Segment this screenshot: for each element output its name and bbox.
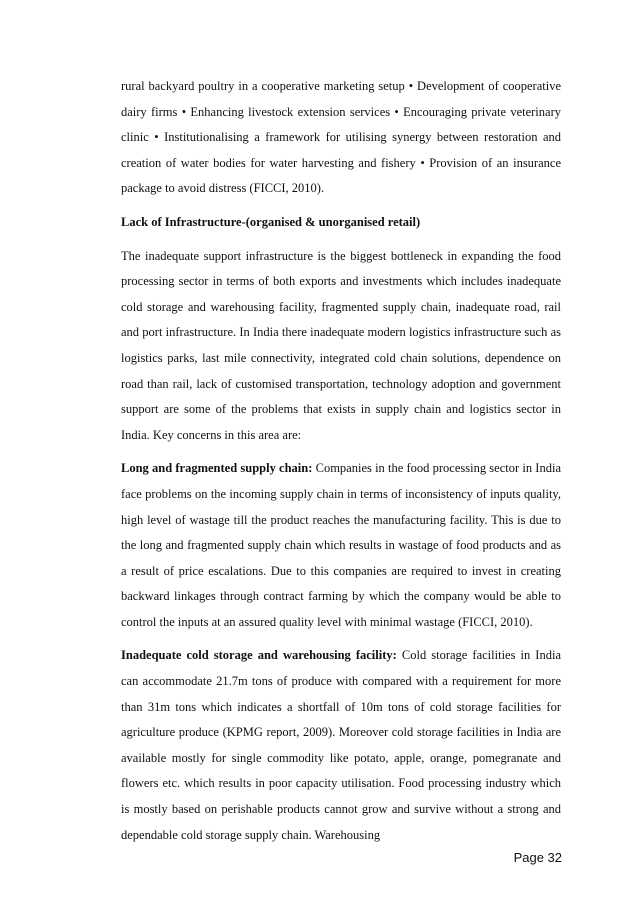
supply-chain-label: Long and fragmented supply chain: bbox=[121, 461, 313, 476]
paragraph-infrastructure-bottleneck: The inadequate support infrastructure is the biggest bottleneck in expanding the food processing sector in terms of both exports and investments which includes inadequate cold storage and warehousing facility, fragmented supply chain, inadequate road, rail and port infrastructure. In India there inadequate modern logistics infrastructure such as logistics parks, last mile connectivity, integrated cold chain solutions, dependence on road than rail, lack of customised transportation, technology adoption and government support are some of the problems that exists in supply chain and logistics sector in India. Key concerns in this area are: bbox=[121, 248, 561, 442]
paragraph-cold-storage bbox=[121, 643, 561, 848]
supply-chain-text: Companies in the food processing sector in India face problems on the incoming supply chain in terms of inconsistency of inputs quality, high level of wastage till the product reaches the manufacturing facility. This is due to the long and fragmented supply chain which results in wastage of food products and as a result of price escalations. Due to this companies are required to invest in creating backward linkages through contract farming by which the company would be able to control the inputs at an assured quality level with minimal wastage (FICCI, 2010). bbox=[121, 461, 561, 629]
cold-storage-text: Cold storage facilities in India can accommodate 21.7m tons of produce with compared with a requirement for more than 31m tons which indicates a shortfall of 10m tons of cold storage facilities for agriculture produce (KPMG report, 2009). Moreover cold storage facilities in India are available mostly for single commodity like potato, apple, orange, pomegranate and flowers etc. which results in poor capacity utilisation. Food processing industry which is mostly based on perishable products cannot grow and survive without a strong and dependable cold storage supply chain. Warehousing bbox=[121, 648, 561, 842]
body-text bbox=[121, 74, 561, 856]
paragraph-livestock-measures: rural backyard poultry in a cooperative marketing setup • Development of cooperative dairy firms • Enhancing livestock extension services • Encouraging private veterinary clinic • Institutionalising a framework for utilising synergy between restoration and creation of water bodies for water harvesting and fishery • Provision of an insurance package to avoid distress (FICCI, 2010). bbox=[121, 79, 561, 196]
section-heading-infrastructure: Lack of Infrastructure-(organised & unorganised retail) bbox=[121, 214, 421, 229]
paragraph-supply-chain bbox=[121, 456, 561, 635]
cold-storage-label: Inadequate cold storage and warehousing facility: bbox=[121, 648, 397, 663]
page-number: Page 32 bbox=[513, 850, 562, 865]
